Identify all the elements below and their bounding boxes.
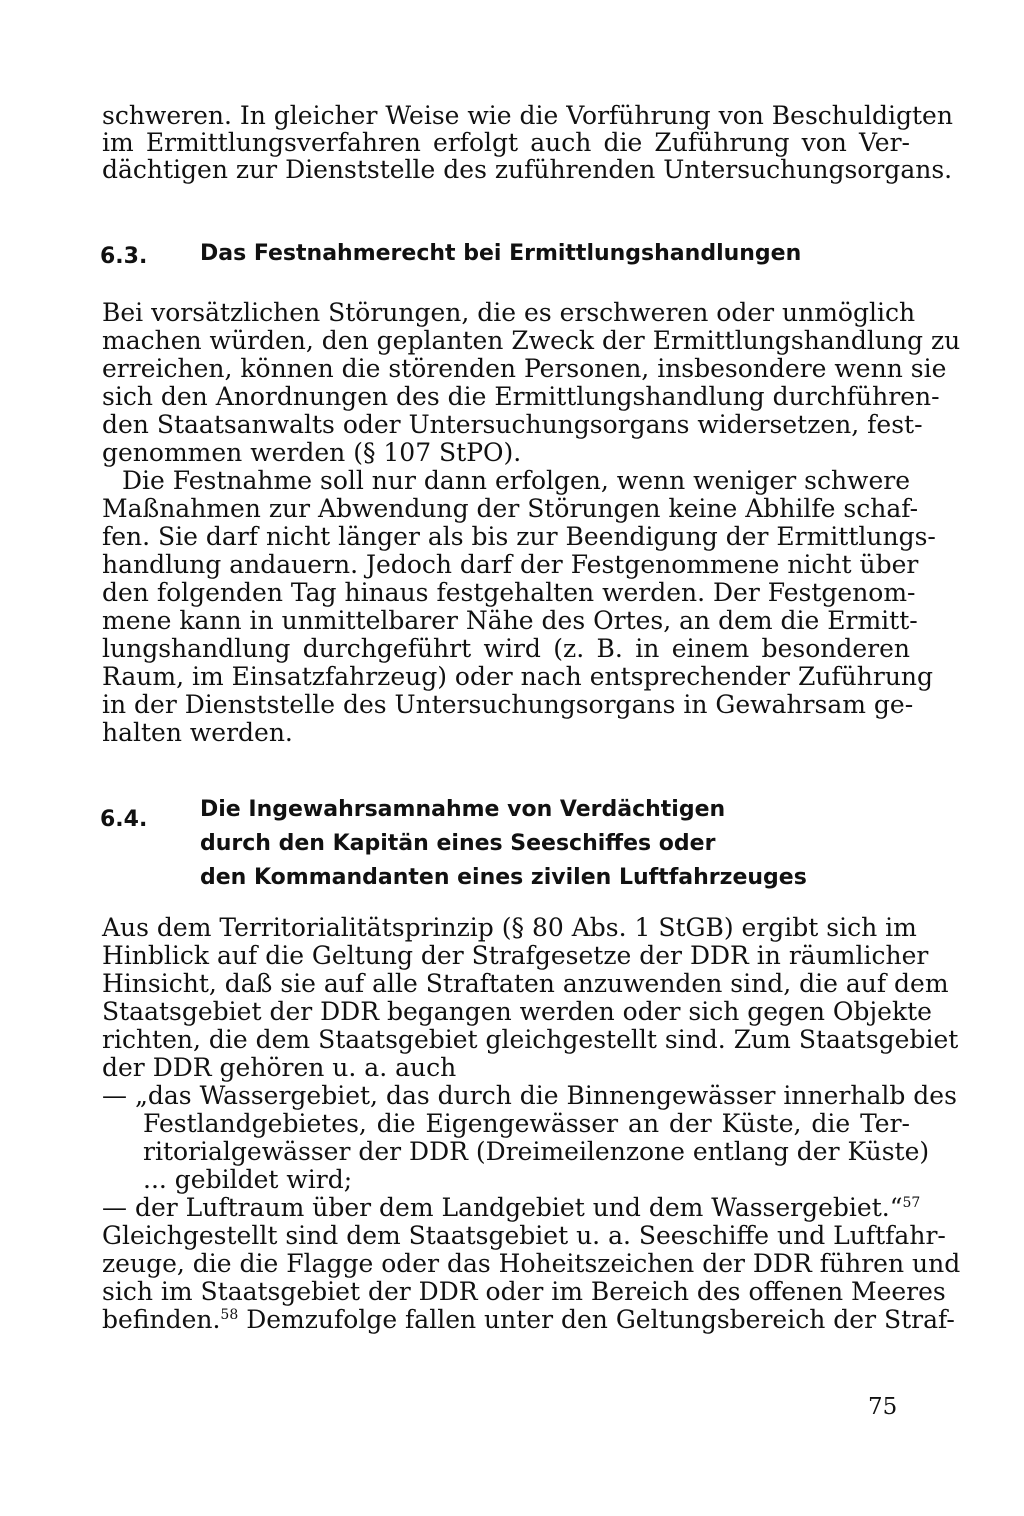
text-line: Aus dem Territorialitätsprinzip (§ 80 Abs. 1 StGB) ergibt sich im	[102, 913, 917, 942]
text-span: befinden.	[102, 1305, 221, 1334]
list-item-continuation: ritorialgewässer der DDR (Dreimeilenzone entlang der Küste)	[143, 1137, 930, 1166]
text-line: sich den Anordnungen des die Ermittlungshandlung durchführen-	[102, 382, 940, 411]
text-line: der DDR gehören u. a. auch	[102, 1053, 457, 1082]
text-line: in der Dienststelle des Untersuchungsorgans in Gewahrsam ge-	[102, 690, 914, 719]
text-line: erreichen, können die störenden Personen, insbesondere wenn sie	[102, 354, 947, 383]
section-number: 6.3.	[100, 244, 148, 269]
page-number: 75	[868, 1394, 898, 1420]
section-number: 6.4.	[100, 807, 148, 832]
list-item-continuation: Festlandgebietes, die Eigengewässer an der Küste, die Ter-	[143, 1109, 910, 1138]
text-line: Maßnahmen zur Abwendung der Störungen keine Abhilfe schaf-	[102, 494, 919, 523]
text-line: Gleichgestellt sind dem Staatsgebiet u. a. Seeschiffe und Luftfahr-	[102, 1221, 946, 1250]
text-line: zeuge, die die Flagge oder das Hoheitszeichen der DDR führen und	[102, 1249, 961, 1278]
section-title: Das Festnahmerecht bei Ermittlungshandlungen	[200, 241, 802, 266]
text-line: Die Festnahme soll nur dann erfolgen, wenn weniger schwere	[122, 466, 911, 495]
section-title-line: durch den Kapitän eines Seeschiffes oder	[200, 831, 716, 856]
list-item-continuation: ... gebildet wird;	[143, 1165, 353, 1194]
text-line: fen. Sie darf nicht länger als bis zur Beendigung der Ermittlungs-	[102, 522, 936, 551]
footnote-marker: 57	[902, 1195, 921, 1211]
text-line: Bei vorsätzlichen Störungen, die es erschweren oder unmöglich	[102, 298, 916, 327]
text-line: richten, die dem Staatsgebiet gleichgestellt sind. Zum Staatsgebiet	[102, 1025, 959, 1054]
text-line: mene kann in unmittelbarer Nähe des Ortes, an dem die Ermitt-	[102, 606, 918, 635]
text-line: den folgenden Tag hinaus festgehalten werden. Der Festgenom-	[102, 578, 916, 607]
section-title-line: Die Ingewahrsamnahme von Verdächtigen	[200, 797, 726, 822]
text-line: Hinsicht, daß sie auf alle Straftaten anzuwenden sind, die auf dem	[102, 969, 949, 998]
text-span: Demzufolge fallen unter den Geltungsbereich der Straf-	[238, 1305, 955, 1334]
text-line: den Staatsanwalts oder Untersuchungsorgans widersetzen, fest-	[102, 410, 923, 439]
text-line: schweren. In gleicher Weise wie die Vorführung von Beschuldigten	[102, 101, 953, 130]
text-line: handlung andauern. Jedoch darf der Festgenommene nicht über	[102, 550, 919, 579]
text-line: Hinblick auf die Geltung der Strafgesetze der DDR in räumlicher	[102, 941, 929, 970]
text-line: dächtigen zur Dienststelle des zuführenden Untersuchungsorgans.	[102, 155, 953, 184]
text-line: Staatsgebiet der DDR begangen werden oder sich gegen Objekte	[102, 997, 932, 1026]
text-line: halten werden.	[102, 718, 293, 747]
text-span: — der Luftraum über dem Landgebiet und dem Wassergebiet.“	[102, 1193, 903, 1222]
text-line: Raum, im Einsatzfahrzeug) oder nach entsprechender Zuführung	[102, 662, 934, 691]
text-line: sich im Staatsgebiet der DDR oder im Bereich des offenen Meeres	[102, 1277, 946, 1306]
footnote-marker: 58	[220, 1307, 239, 1323]
text-line: lungshandlung durchgeführt wird (z. B. in einem besonderen	[102, 634, 910, 663]
list-item: — „das Wassergebiet, das durch die Binnengewässer innerhalb des	[102, 1081, 957, 1110]
text-line	[102, 1304, 955, 1336]
text-line: im Ermittlungsverfahren erfolgt auch die Zuführung von Ver-	[102, 128, 910, 157]
section-title-line: den Kommandanten eines zivilen Luftfahrzeuges	[200, 865, 807, 890]
text-line: genommen werden (§ 107 StPO).	[102, 438, 522, 467]
text-line: machen würden, den geplanten Zweck der Ermittlungshandlung zu	[102, 326, 961, 355]
